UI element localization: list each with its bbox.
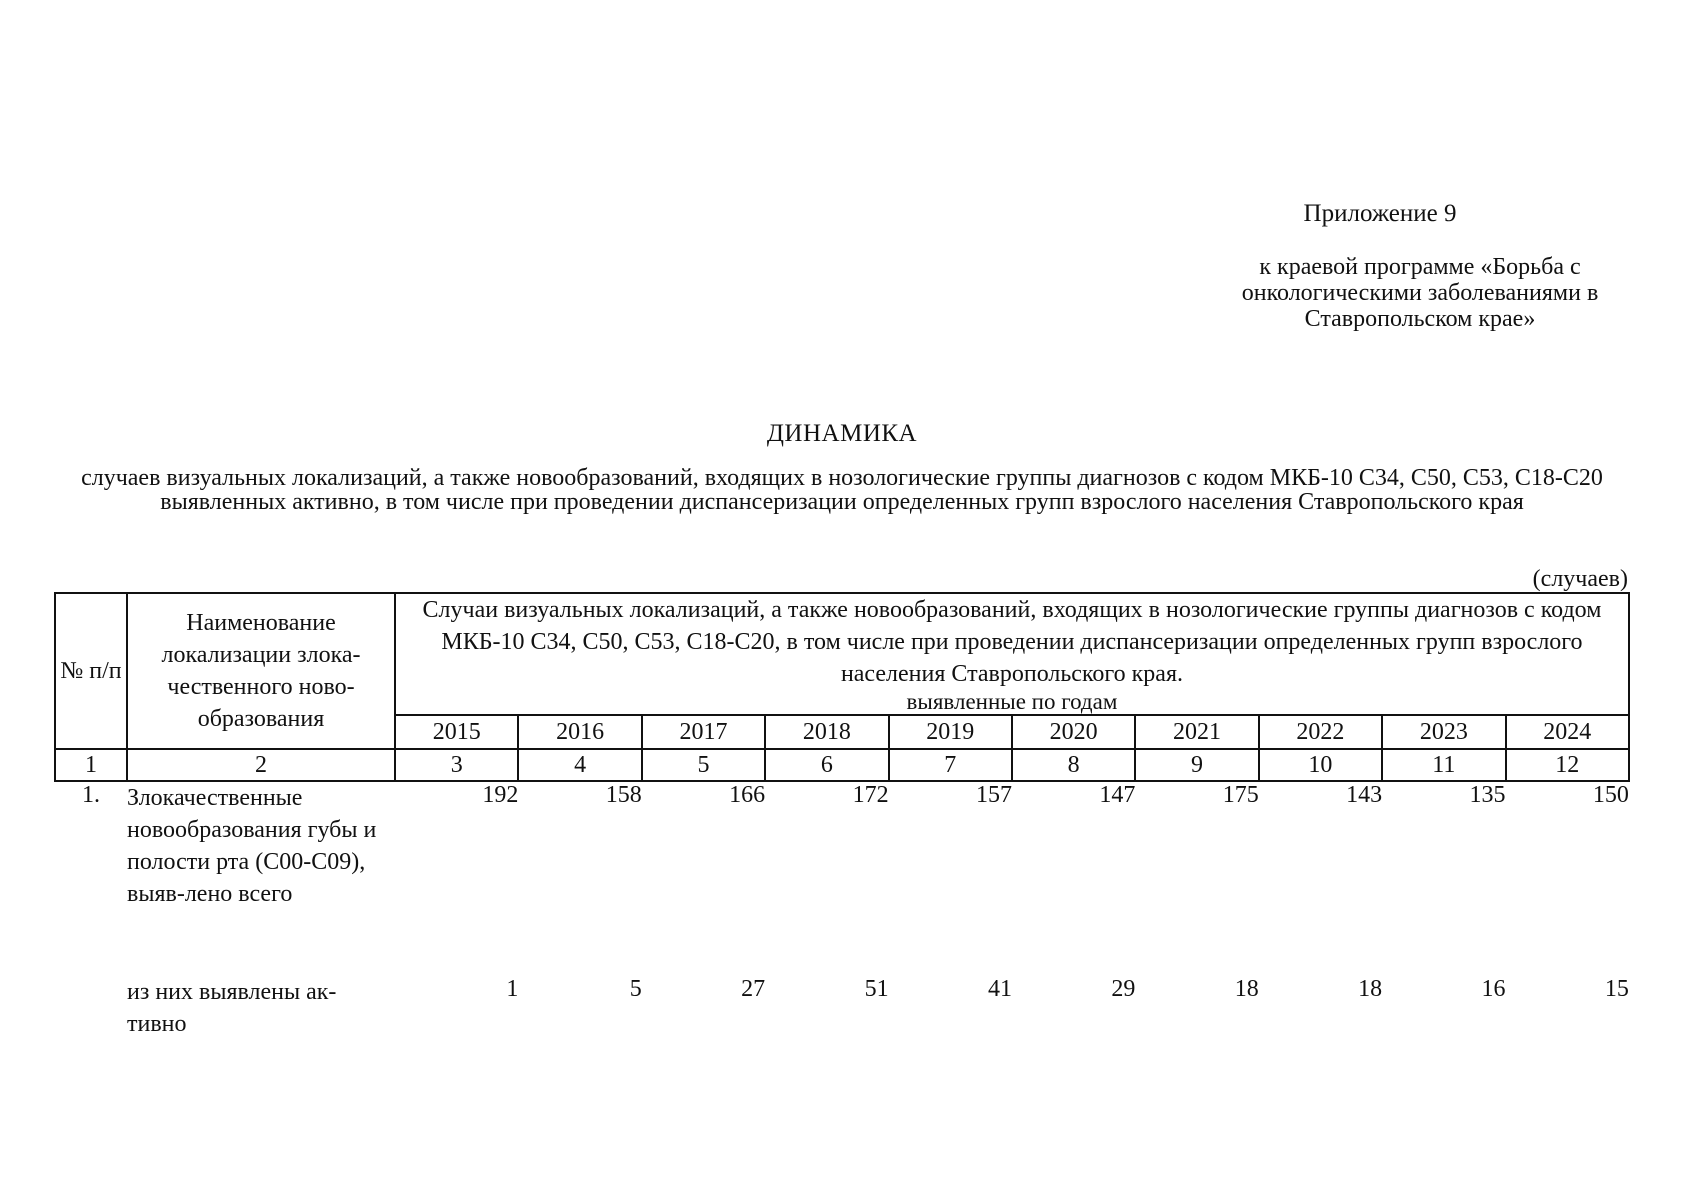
column-index: 7 [889,749,1012,781]
column-index: 9 [1135,749,1258,781]
document-subtitle: случаев визуальных локализаций, а также новообразований, входящих в нозологические группы диагнозов с кодом МКБ-10 С34, С50, С53, С18-С20 выявленных активно, в том числе при проведении диспансеризации определенных групп взрослого населения Ставропольского края [81,465,1603,515]
units-label: (случаев) [1532,566,1628,592]
row-value: 16 [1481,976,1506,1002]
header-group-note: выявленные по годам [906,689,1118,714]
row-value: 172 [852,782,889,808]
annex-title: Приложение 9 [1303,200,1457,227]
row-value: 166 [729,782,766,808]
table-row [55,976,1629,1056]
row-value: 150 [1592,782,1629,808]
header-year: 2022 [1259,715,1382,749]
row-value: 51 [864,976,889,1002]
row-value: 147 [1099,782,1136,808]
dynamics-table [54,592,1630,1056]
header-group [395,593,1629,715]
header-group-text: Случаи визуальных локализаций, а также новообразований, входящих в нозологические группы диагнозов с кодом МКБ-10 С34, С50, С53, С18-С20, в том числе при проведении диспансеризации определенных групп взрослого населения Ставропольского края. [422,597,1602,687]
column-index: 1 [55,749,127,781]
header-year: 2017 [642,715,765,749]
header-year: 2015 [395,715,518,749]
row-value: 18 [1234,976,1259,1002]
header-number: № п/п [55,593,127,749]
row-name: из них выявлены ак-тивно [127,979,337,1037]
column-index: 5 [642,749,765,781]
header-localization-name: Наименование локализации злока-чественного ново-образования [127,593,395,749]
column-index: 11 [1382,749,1505,781]
row-value: 158 [605,782,642,808]
header-year: 2020 [1012,715,1135,749]
row-value: 1 [506,976,519,1002]
row-name: Злокачественные новообразования губы и полости рта (С00-С09), выяв-лено всего [127,785,377,907]
header-year: 2019 [889,715,1012,749]
header-year: 2021 [1135,715,1258,749]
column-index: 2 [127,749,395,781]
column-index: 12 [1506,749,1629,781]
row-value: 135 [1469,782,1506,808]
column-index: 6 [765,749,888,781]
column-index: 10 [1259,749,1382,781]
column-index: 4 [518,749,641,781]
table-row [55,781,1629,976]
row-value: 41 [987,976,1012,1002]
header-year: 2018 [765,715,888,749]
header-year: 2016 [518,715,641,749]
row-value: 29 [1111,976,1136,1002]
row-number [55,976,127,1056]
row-value: 157 [975,782,1012,808]
header-year: 2023 [1382,715,1505,749]
row-value: 27 [741,976,766,1002]
row-value: 192 [482,782,519,808]
row-value: 5 [629,976,642,1002]
row-value: 175 [1222,782,1259,808]
row-value: 143 [1346,782,1383,808]
row-value: 15 [1604,976,1629,1002]
row-value: 18 [1358,976,1383,1002]
column-index: 3 [395,749,518,781]
row-number: 1. [82,782,100,808]
annex-subtitle: к краевой программе «Борьба с онкологическими заболеваниями в Ставропольском крае» [1241,254,1599,332]
column-index: 8 [1012,749,1135,781]
document-title: ДИНАМИКА [766,420,918,447]
header-year: 2024 [1506,715,1629,749]
